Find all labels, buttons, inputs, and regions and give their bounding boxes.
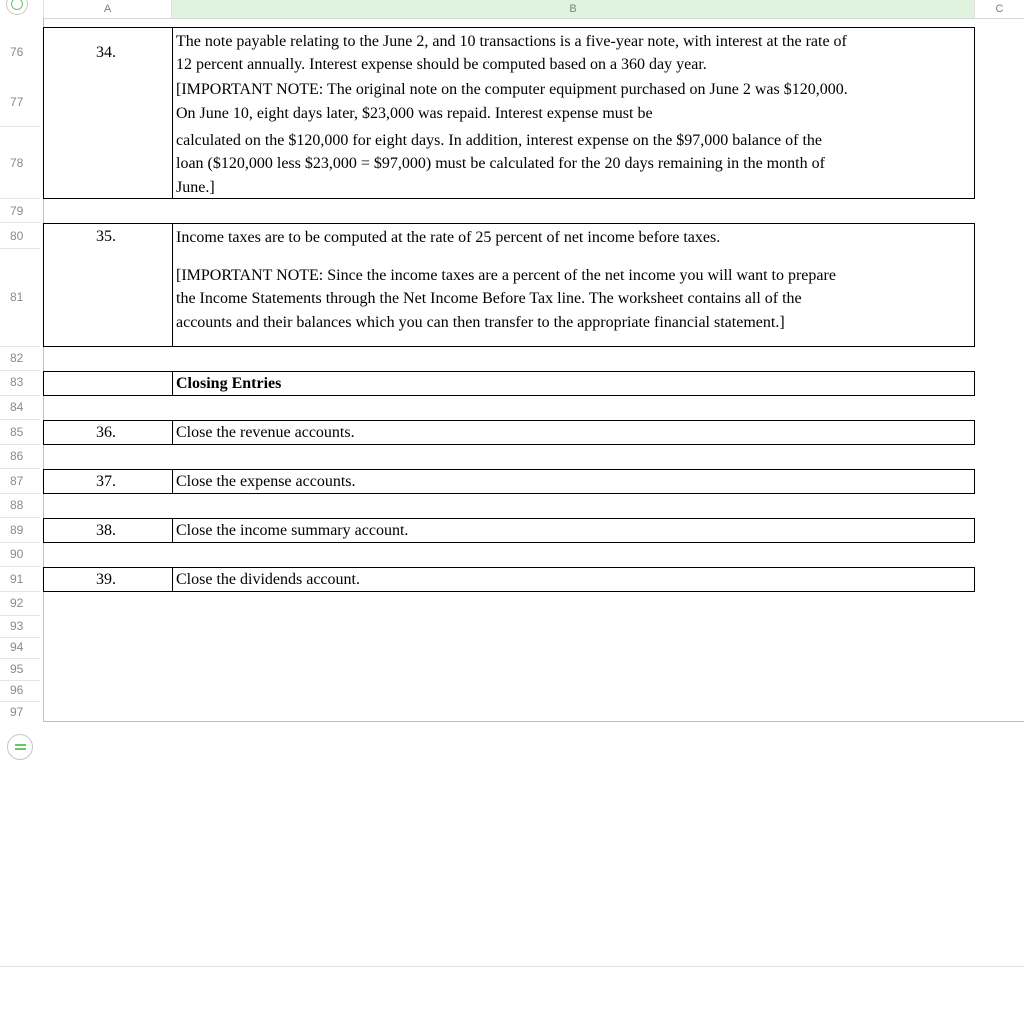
- row-header[interactable]: 95: [10, 662, 24, 676]
- row-divider: [0, 346, 40, 347]
- row-divider: [0, 248, 40, 249]
- section-heading: Closing Entries: [176, 375, 282, 392]
- row-header[interactable]: 96: [10, 683, 24, 697]
- footer-divider: [0, 966, 1024, 967]
- item-35-note-line: accounts and their balances which you can then transfer to the appropriate financial statement.]: [176, 314, 785, 331]
- item-34-line: On June 10, eight days later, $23,000 was repaid. Interest expense must be: [176, 105, 653, 122]
- item-number: 36.: [96, 424, 116, 441]
- row-header[interactable]: 91: [10, 572, 24, 586]
- row-header[interactable]: 87: [10, 474, 24, 488]
- grid-bottom-border: [43, 721, 1024, 722]
- row-header[interactable]: 94: [10, 640, 24, 654]
- item-text: Close the dividends account.: [176, 571, 360, 588]
- row-header[interactable]: 82: [10, 351, 24, 365]
- item-number: 34.: [96, 44, 116, 61]
- row-header[interactable]: 77: [10, 95, 24, 109]
- item-34-line: The note payable relating to the June 2, and 10 transactions is a five-year note, with interest at the rate of: [176, 33, 847, 50]
- row-divider: [0, 701, 40, 702]
- row-divider: [0, 615, 40, 616]
- item-text: Close the revenue accounts.: [176, 424, 355, 441]
- row-header[interactable]: 79: [10, 204, 24, 218]
- item-34-line: [IMPORTANT NOTE: The original note on the computer equipment purchased on June 2 was $120,000.: [176, 81, 848, 98]
- column-header-c[interactable]: C: [974, 0, 1024, 18]
- row-divider: [0, 493, 40, 494]
- cell-blank-83[interactable]: [43, 371, 173, 396]
- item-35-note-line: the Income Statements through the Net Income Before Tax line. The worksheet contains all of the: [176, 290, 802, 307]
- item-number: 37.: [96, 473, 116, 490]
- row-header[interactable]: 76: [10, 45, 24, 59]
- item-34-line: June.]: [176, 179, 215, 196]
- item-34-line: 12 percent annually. Interest expense should be computed based on a 360 day year.: [176, 56, 707, 73]
- row-divider: [0, 198, 40, 199]
- item-34-line: loan ($120,000 less $23,000 = $97,000) must be calculated for the 20 days remaining in the month of: [176, 155, 825, 172]
- column-header-b[interactable]: B: [172, 0, 974, 18]
- row-divider: [0, 222, 40, 223]
- item-34-line: calculated on the $120,000 for eight days. In addition, interest expense on the $97,000 balance of the: [176, 132, 823, 149]
- row-divider: [0, 637, 40, 638]
- row-divider: [0, 468, 40, 469]
- item-number: 39.: [96, 571, 116, 588]
- item-35-note-line: [IMPORTANT NOTE: Since the income taxes are a percent of the net income you will want to prepare: [176, 267, 836, 284]
- row-header[interactable]: 81: [10, 290, 24, 304]
- row-header[interactable]: 83: [10, 375, 24, 389]
- row-header[interactable]: 80: [10, 229, 24, 243]
- row-header[interactable]: 85: [10, 425, 24, 439]
- row-header[interactable]: 84: [10, 400, 24, 414]
- row-divider: [0, 658, 40, 659]
- item-text: Close the income summary account.: [176, 522, 409, 539]
- row-divider: [0, 542, 40, 543]
- row-divider: [0, 566, 40, 567]
- column-header-a[interactable]: A: [43, 0, 172, 18]
- add-row-handle-icon[interactable]: [7, 734, 33, 760]
- item-35-line: Income taxes are to be computed at the rate of 25 percent of net income before taxes.: [176, 229, 721, 246]
- row-divider: [0, 517, 40, 518]
- row-divider: [0, 680, 40, 681]
- item-number: 35.: [96, 228, 116, 245]
- item-text: Close the expense accounts.: [176, 473, 356, 490]
- row-header[interactable]: 86: [10, 449, 24, 463]
- row-header[interactable]: 78: [10, 156, 24, 170]
- row-header[interactable]: 92: [10, 596, 24, 610]
- row-header[interactable]: 90: [10, 547, 24, 561]
- row-divider: [0, 591, 40, 592]
- row-divider: [0, 126, 40, 127]
- row-divider: [0, 370, 40, 371]
- row-header[interactable]: 88: [10, 498, 24, 512]
- header-divider: [43, 18, 1024, 19]
- row-header[interactable]: 93: [10, 619, 24, 633]
- item-number: 38.: [96, 522, 116, 539]
- cell-heading[interactable]: [172, 371, 975, 396]
- row-header[interactable]: 97: [10, 705, 24, 719]
- row-divider: [0, 444, 40, 445]
- row-divider: [0, 395, 40, 396]
- row-divider: [0, 419, 40, 420]
- select-all-icon[interactable]: [6, 0, 28, 15]
- row-header[interactable]: 89: [10, 523, 24, 537]
